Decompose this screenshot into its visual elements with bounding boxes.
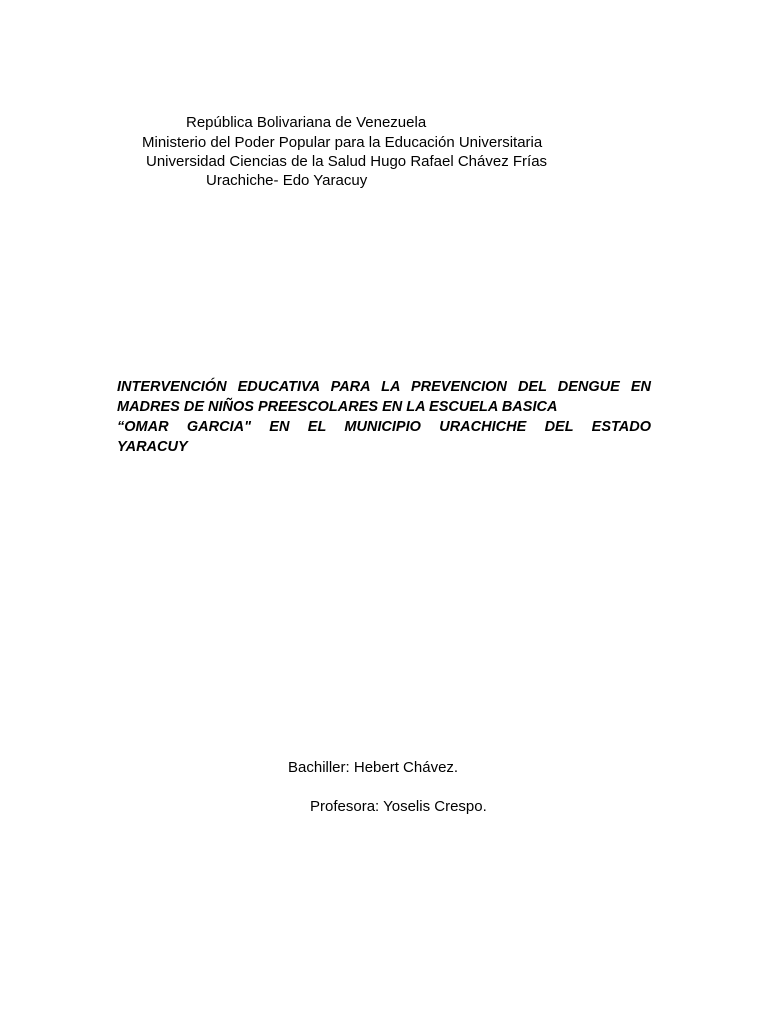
header-ministry: Ministerio del Poder Popular para la Educación Universitaria <box>142 134 543 151</box>
document-title <box>117 377 651 457</box>
header-university: Universidad Ciencias de la Salud Hugo Rafael Chávez Frías <box>146 153 548 170</box>
author-line: Bachiller: Hebert Chávez. <box>288 759 459 776</box>
title-line-2: MADRES DE NIÑOS PREESCOLARES EN LA ESCUELA BASICA <box>117 399 558 415</box>
header-location: Urachiche- Edo Yaracuy <box>206 172 368 189</box>
title-line-3: “OMAR GARCIA" EN EL MUNICIPIO URACHICHE DEL ESTADO <box>117 419 651 435</box>
header-country: República Bolivariana de Venezuela <box>186 114 427 131</box>
title-line-4: YARACUY <box>117 439 188 455</box>
title-line-1: INTERVENCIÓN EDUCATIVA PARA LA PREVENCION DEL DENGUE EN <box>117 379 651 395</box>
professor-line: Profesora: Yoselis Crespo. <box>310 798 487 815</box>
